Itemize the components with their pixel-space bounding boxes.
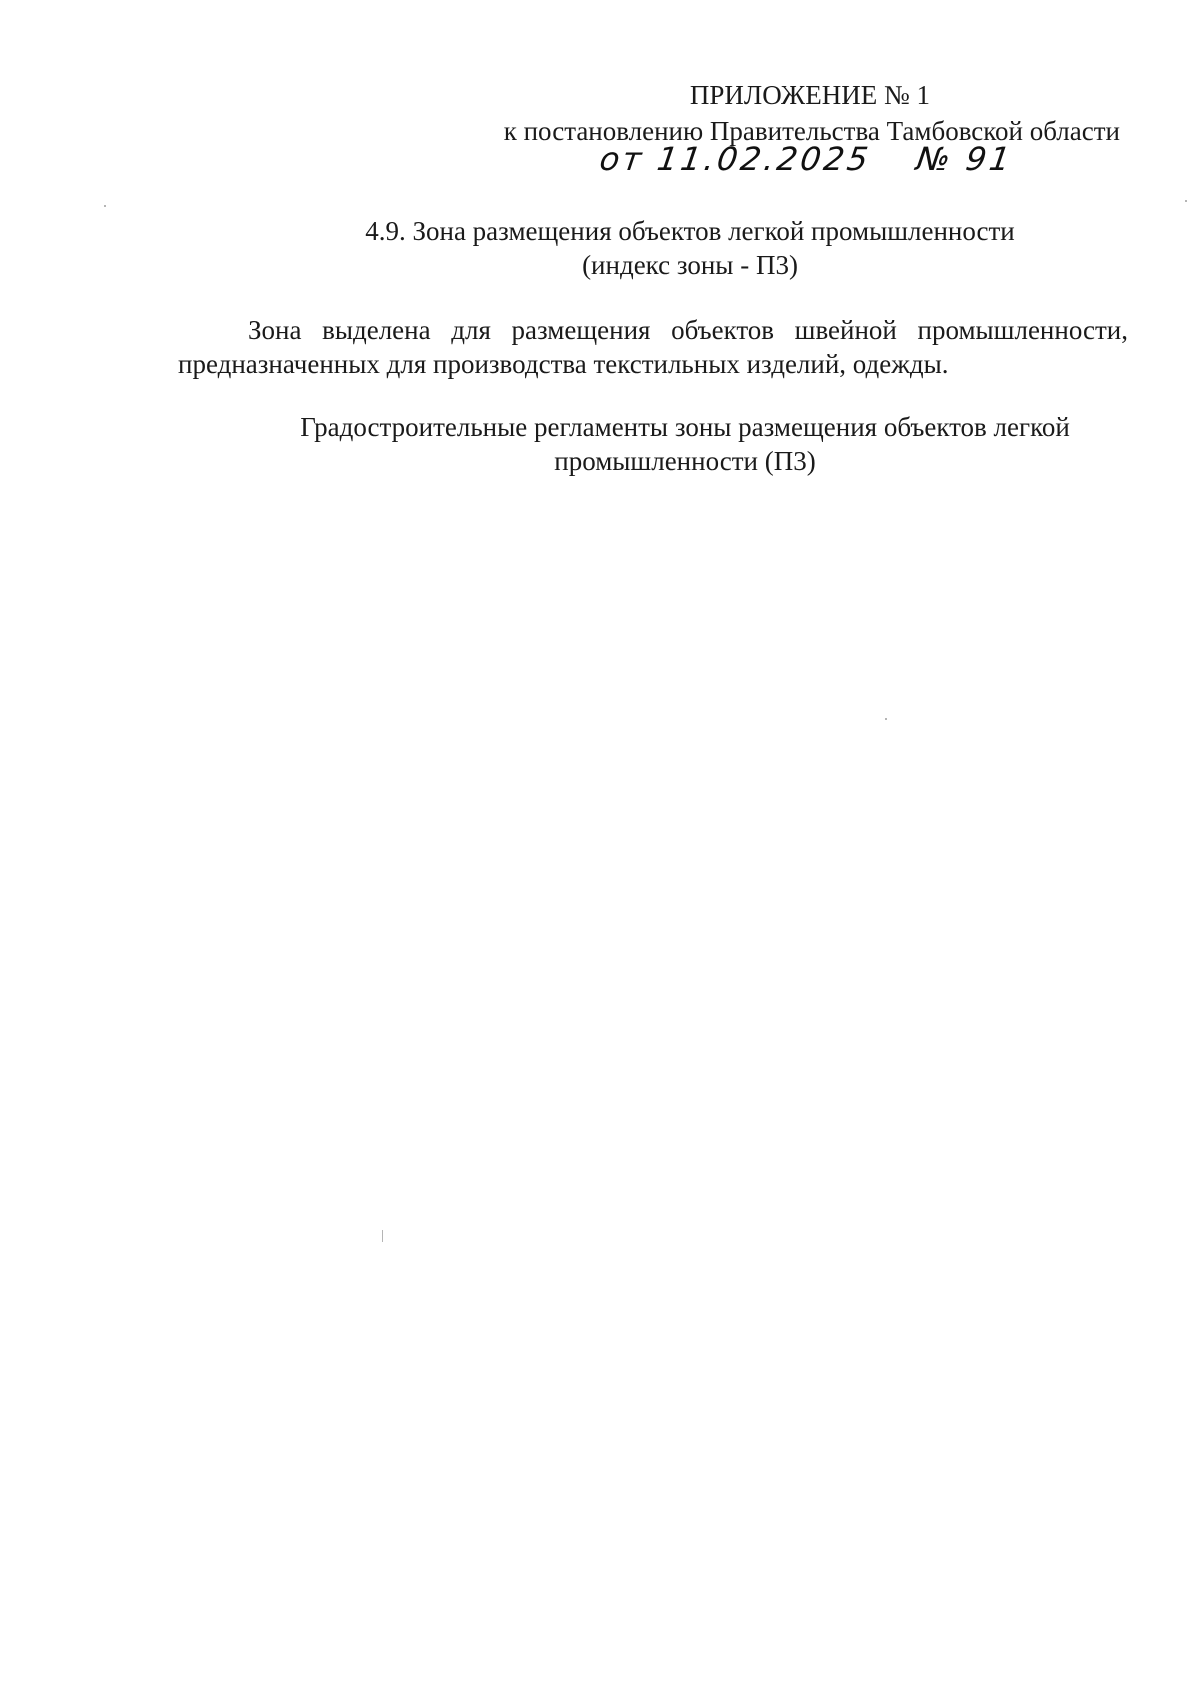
section-heading-line-2: (индекс зоны - П3) (582, 250, 798, 280)
regulations-heading (240, 410, 1130, 478)
scan-speck (1185, 200, 1187, 202)
handwritten-date: от 11.02.2025 (597, 140, 874, 178)
scan-speck (885, 718, 887, 720)
section-heading (300, 214, 1080, 282)
regulations-heading-line-2: промышленности (П3) (554, 446, 816, 476)
zone-description-paragraph: Зона выделена для размещения объектов швейной промышленности, предназначенных для производства текстильных изделий, одежды. (178, 315, 1128, 379)
handwritten-signature-line (597, 140, 1015, 178)
appendix-subtitle: к постановлению Правительства Тамбовской области (503, 116, 1120, 146)
handwritten-number: № 91 (913, 140, 1016, 178)
scan-speck (382, 1230, 383, 1242)
regulations-heading-line-1: Градостроительные регламенты зоны размещения объектов легкой (300, 412, 1070, 442)
appendix-title: ПРИЛОЖЕНИЕ № 1 (689, 80, 930, 110)
scan-speck (104, 205, 106, 207)
section-heading-line-1: 4.9. Зона размещения объектов легкой промышленности (365, 216, 1015, 246)
